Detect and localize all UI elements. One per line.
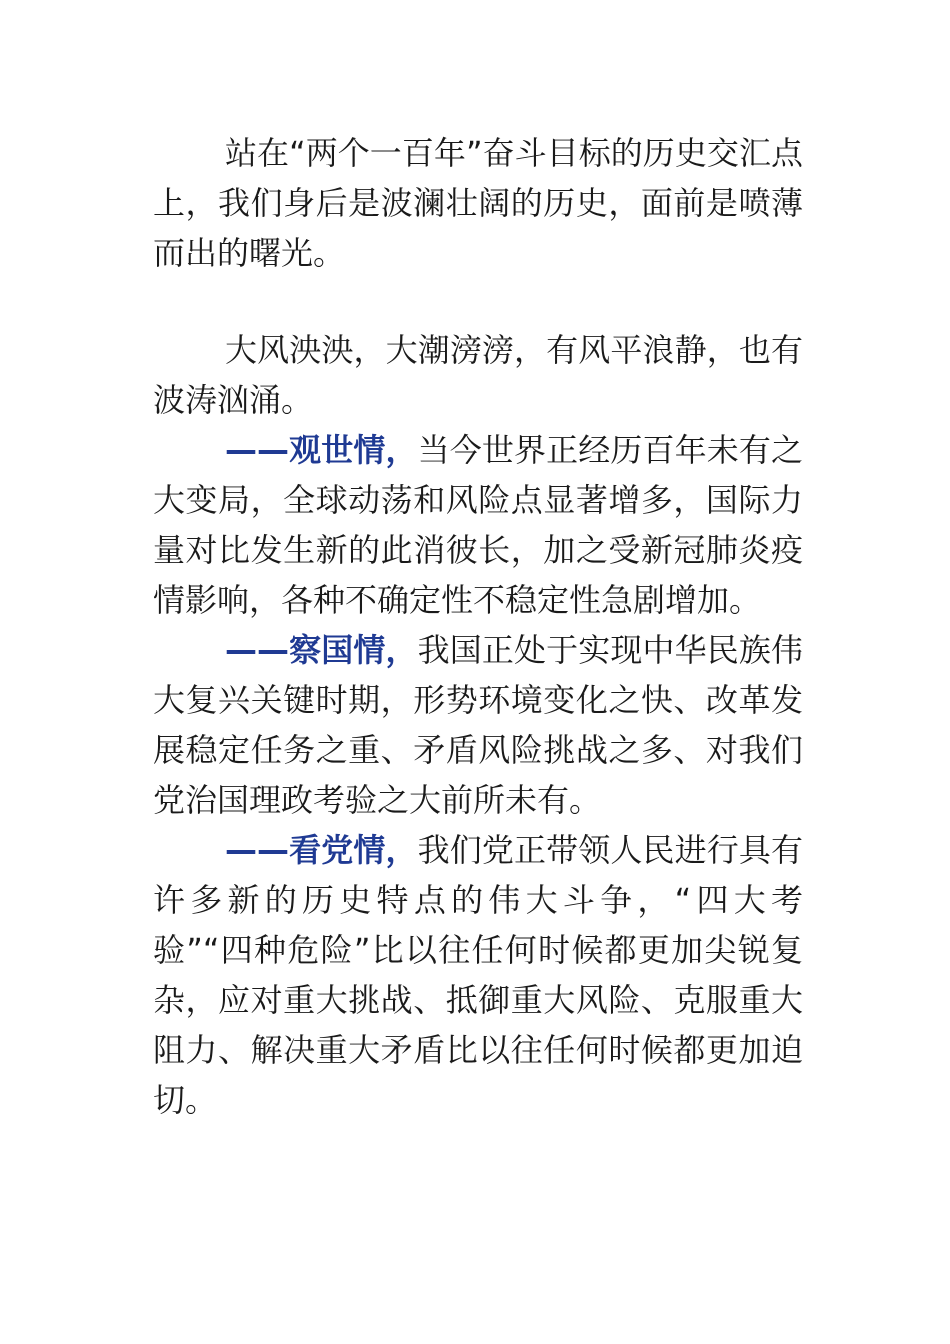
paragraph-lead-party: ——看党情， — [225, 831, 418, 869]
paragraph-wind — [153, 325, 803, 425]
paragraph-lead-nation: ——察国情， — [225, 631, 418, 669]
paragraph-lead-world: ——观世情， — [225, 431, 418, 469]
paragraph-national-situation — [153, 625, 803, 825]
paragraph-text: 当今世界正经历百年未有之大变局，全球动荡和风险点显著增多，国际力量对比发生新的此消彼长，加之受新冠肺炎疫情影响，各种不确定性不稳定性急剧增加。 — [153, 431, 803, 619]
paragraph-text: 大风泱泱，大潮滂滂，有风平浪静，也有波涛汹涌。 — [153, 331, 803, 419]
paragraph-text: 站在“两个一百年”奋斗目标的历史交汇点上，我们身后是波澜壮阔的历史，面前是喷薄而出的曙光。 — [153, 134, 803, 272]
paragraph-intro — [153, 128, 803, 278]
paragraph-text: 我国正处于实现中华民族伟大复兴关键时期，形势环境变化之快、改革发展稳定任务之重、矛盾风险挑战之多、对我们党治国理政考验之大前所未有。 — [153, 631, 803, 819]
document-body — [153, 128, 803, 1125]
paragraph-world-situation — [153, 425, 803, 625]
paragraph-text: 我们党正带领人民进行具有许多新的历史特点的伟大斗争，“四大考验”“四种危险”比以往任何时候都更加尖锐复杂，应对重大挑战、抵御重大风险、克服重大阻力、解决重大矛盾比以往任何时候都更加迫切。 — [153, 831, 803, 1119]
paragraph-party-situation — [153, 825, 803, 1125]
